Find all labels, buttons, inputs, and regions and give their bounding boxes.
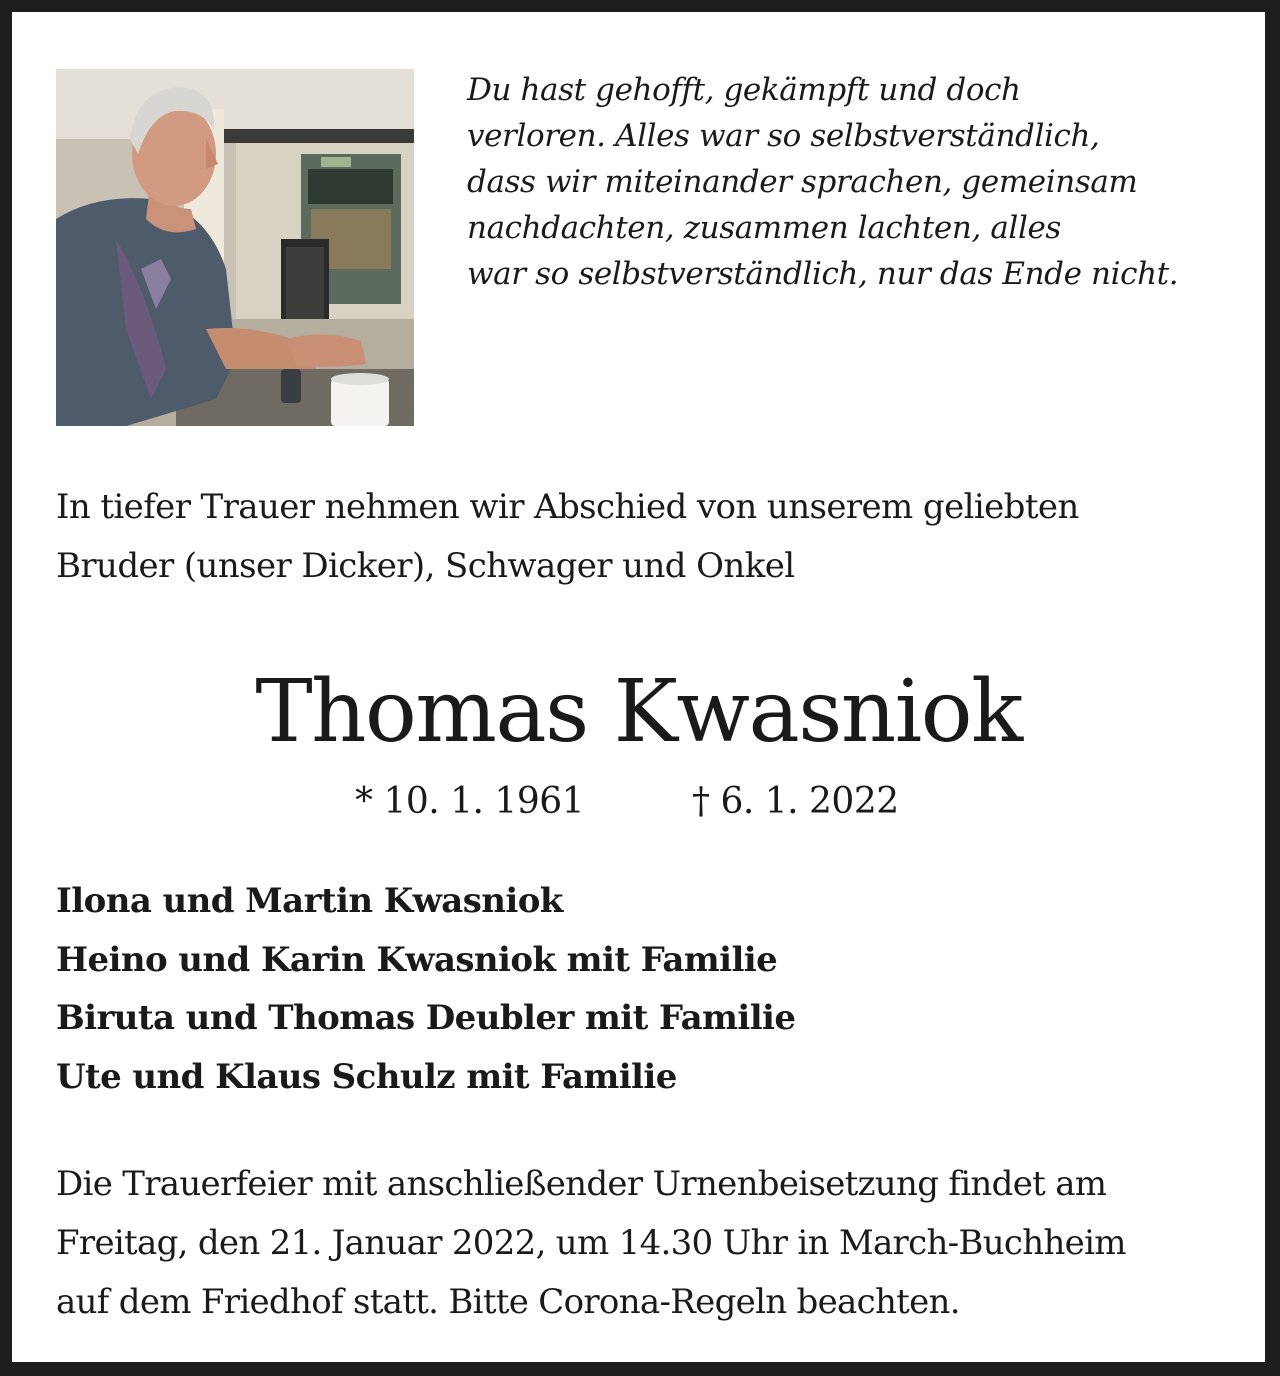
poem-line: nachdachten, zusammen lachten, alles (467, 210, 1061, 246)
mourner-entry: Ilona und Martin Kwasniok (56, 881, 563, 921)
death-date: † 6. 1. 2022 (692, 781, 899, 822)
mourner-entry: Ute und Klaus Schulz mit Familie (56, 1056, 677, 1097)
poem-line: Du hast gehofft, gekämpft und doch (467, 72, 1021, 108)
birth-date: * 10. 1. 1961 (355, 781, 585, 822)
mourner-entry: Heino und Karin Kwasniok mit Familie (56, 939, 778, 980)
service-line: auf dem Friedhof statt. Bitte Corona-Regeln beachten. (56, 1282, 960, 1322)
intro-line: Bruder (unser Dicker), Schwager und Onkel (56, 546, 795, 586)
intro-line: In tiefer Trauer nehmen wir Abschied von unserem geliebten (56, 487, 1079, 527)
funeral-service-info (56, 1155, 1246, 1332)
obituary-notice (12, 12, 1265, 1362)
mourning-intro (56, 478, 1236, 596)
memorial-poem (467, 67, 1257, 297)
poem-line: war so selbstverständlich, nur das Ende nicht. (467, 256, 1179, 292)
portrait-photo (56, 69, 414, 426)
poem-line: verloren. Alles war so selbstverständlich, (467, 118, 1100, 154)
mourner-entry: Biruta und Thomas Deubler mit Familie (56, 998, 796, 1038)
service-line: Die Trauerfeier mit anschließender Urnenbeisetzung findet am (56, 1164, 1107, 1204)
deceased-name: Thomas Kwasniok (255, 662, 1022, 762)
poem-line: dass wir miteinander sprachen, gemeinsam (467, 164, 1138, 200)
mourners-list (56, 872, 1236, 1106)
portrait-photo-image (56, 69, 414, 426)
service-line: Freitag, den 21. Januar 2022, um 14.30 Uhr in March-Buchheim (56, 1223, 1126, 1263)
